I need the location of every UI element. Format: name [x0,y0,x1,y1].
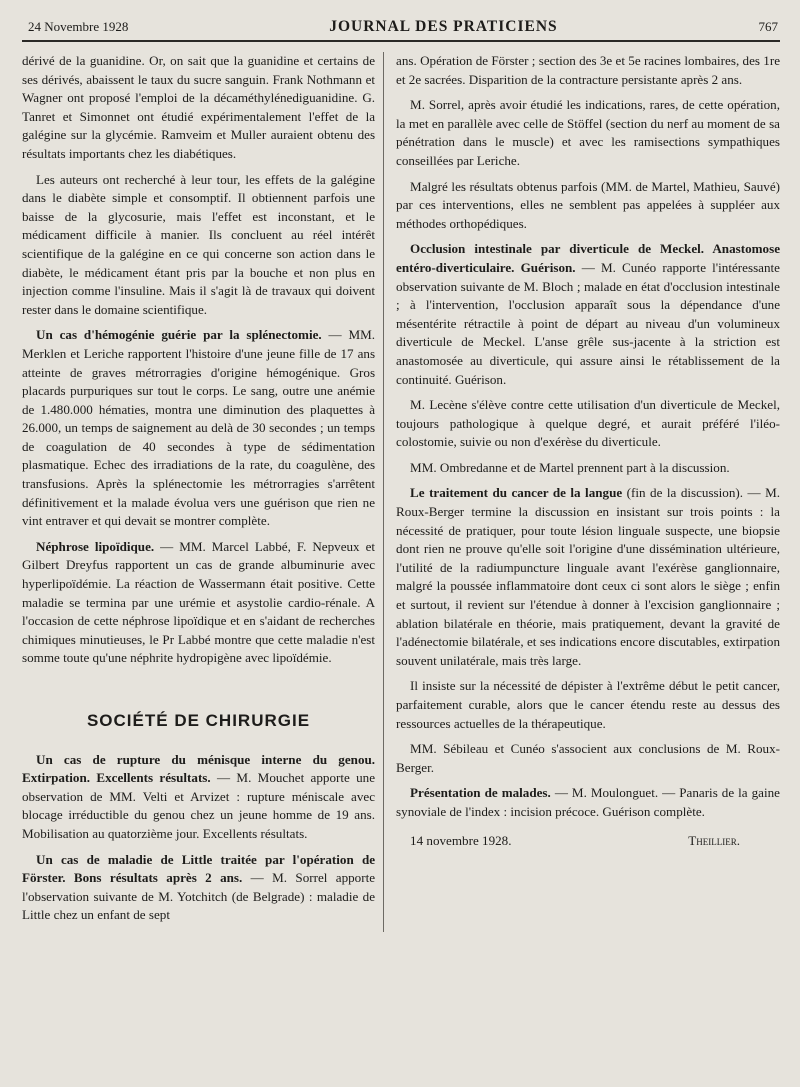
article-cancer-langue [396,484,780,670]
article-menisque [22,751,375,844]
article-body: — M. Moulonguet. — Panaris de la gaine synoviale de l'index : incision précoce. Guérison complète. [396,785,780,819]
article-heading: Un cas de maladie de Little traitée par l'opération de Förster. Bons résultats après 2 ans. [22,851,376,886]
article-heading: Un cas de rupture du ménisque interne du genou. Extirpation. Excellents résultats. [22,751,376,786]
article-hemogenie [22,326,375,531]
article-body: (fin de la discussion). — M. Roux-Berger termine la discussion en insistant sur trois points : la nécessité de pratiquer, pour toute lésion linguale suspecte, une biopsie dont rien ne prouve qu'elle soit l'origine d'une dissémination ultérieure, l'utilité de la radiumpuncture linguale avant l'exérèse ganglionnaire, malgré la poussée inflammatoire dont ceux ci sont alors le siège ; enfin et surtout, il revient sur l'étendue à donner à l'excision ganglionnaire ; ablation bilatérale en théorie, mais pratiquement, devant la gravité de l'adénectomie bilatérale, et ses indications encore discutables, extirpation souvent unilatérale, mais très large. [396,485,780,668]
article-nephrose [22,538,375,668]
paragraph: ans. Opération de Förster ; section des 3e et 5e racines lombaires, des 1re et 2e sacrées. Disparition de la contracture persistante après 2 ans. [396,53,780,87]
paragraph: M. Sorrel, après avoir étudié les indications, rares, de cette opération, la met en parallèle avec celle de Stöffel (section du nerf au moment de sa pénétration dans le muscle) et avec les ramisections sympathiques conseillées par Leriche. [396,97,780,168]
article-heading: Le traitement du cancer de la langue [410,485,623,501]
paragraph: M. Lecène s'élève contre cette utilisation d'un diverticule de Meckel, toujours pathologique à quelque degré, et aurait préféré l'iléo-colostomie, suivie ou non d'exérèse du diverticule. [396,397,780,450]
article-body: — MM. Marcel Labbé, F. Nepveux et Gilbert Dreyfus rapportent un cas de grande albuminurie avec hyperlipoïdémie. La réaction de Wassermann était positive. Cette maladie se termina par une urémie et asystolie cardio-rénale. A l'occasion de cette néphrose lipoïdique et en s'aidant de recherches chimiques minutieuses, le Pr Labbé montre que cette maladie n'est somme toute qu'une néphrite hydropigène avec lipoïdémie. [22,538,376,666]
paragraph: dérivé de la guanidine. Or, on sait que la guanidine et certains de ses dérivés, abaissent le taux du sucre sanguin. Frank Nothmann et Wagner ont proposé l'emploi de la décaméthylénediguanidine. G. Tanret et Simonnet ont étudié expérimentalement l'effet de la galégine sur la glycémie. Ramveim et Muller auraient obtenu des résultats importants chez les diabétiques. [22,53,376,161]
issue-date: 24 Novembre 1928 [28,19,129,34]
article-body: — MM. Merklen et Leriche rapportent l'histoire d'une jeune fille de 17 ans atteinte de graves métrorragies d'origine hémogénique. Gros placards purpuriques sur tout le corps. Le sang, outre une anémie de 1.480.000 hématies, montra une diminution des plaquettes à 26.000, un temps de saignement au delà de 30 secondes ; un temps de coagulation de 40 secondes à type de sédimentation plasmatique. Echec des irradiations de la rate, du coagulène, des transfusions. Après la splénectomie les métrorragies s'arrêtent définitivement et la malade évolua vers une guérison que rien ne vint entraver et qui devait se montrer complète. [22,327,376,529]
paragraph: MM. Ombredanne et de Martel prennent part à la discussion. [410,459,730,475]
article-heading: Un cas d'hémogénie guérie par la splénectomie. [36,327,322,343]
two-column-body [22,52,780,932]
signature-author: Theillier. [688,832,740,848]
article-body: — M. Cunéo rapporte l'intéressante observation suivante de M. Bloch ; malade en état d'occlusion intestinale ; à l'intervention, l'occlusion apparaît sous la dépendance d'une mésentérite rétractile à point de départ au niveau d'un volumineux diverticule de Meckel. L'anse grêle sus-jacente à la striction est anastomosée au diverticule, qui assure ainsi le rétablissement de la continuité. Guérison. [396,259,780,387]
signature-date: 14 novembre 1928. [410,832,512,848]
article-body: — M. Mouchet apporte une observation de MM. Velti et Arvizet : rupture méniscale avec blocage irréductible du genou chez un jeune homme de 19 ans. Mobilisation au quatorzième jour. Excellents résultats. [22,770,376,841]
journal-title: JOURNAL DES PRATICIENS [329,18,558,35]
paragraph: Les auteurs ont recherché à leur tour, les effets de la galégine dans le diabète simple et consomptif. Il obtiennent parfois une baisse de la glycosurie, mais l'effet est inconstant, et le médicament difficile à manier. Ils concluent au réel intérêt scientifique de la galégine en ce qui concerne son action dans le diabète, le médicament étant pris par la bouche et non plus en injection comme l'insuline. Mais il s'agit là de travaux qui doivent rester dans le domaine scientifique. [22,171,376,317]
signature-line [396,832,780,851]
article-heading: Présentation de malades. [410,785,551,801]
page-number: 767 [758,19,778,34]
paragraph: Malgré les résultats obtenus parfois (MM. de Martel, Mathieu, Sauvé) par ces interventions, elles ne semblent pas appelées à suppléer aux méthodes orthopédiques. [396,178,780,231]
article-heading: Néphrose lipoïdique. [36,538,155,554]
article-presentation [396,784,780,821]
article-occlusion [396,240,780,389]
article-little [22,851,375,925]
paragraph: MM. Sébileau et Cunéo s'associent aux conclusions de M. Roux-Berger. [396,741,780,775]
article-heading: Occlusion intestinale par diverticule de Meckel. Anastomose entéro-diverticulaire. Guérison. [396,241,780,275]
article-body: — M. Sorrel apporte l'observation suivante de M. Yotchitch (de Belgrade) : maladie de Little chez un enfant de sept [22,870,376,923]
section-heading: SOCIÉTÉ DE CHIRURGIE [86,711,311,730]
right-column [383,52,780,932]
paragraph: Il insiste sur la nécessité de dépister à l'extrême début le petit cancer, parfaitement curable, alors que le cancer étendu reste au dessus des ressources actuelles de la thérapeutique. [396,678,780,731]
running-header [22,18,780,42]
left-column [22,52,383,932]
